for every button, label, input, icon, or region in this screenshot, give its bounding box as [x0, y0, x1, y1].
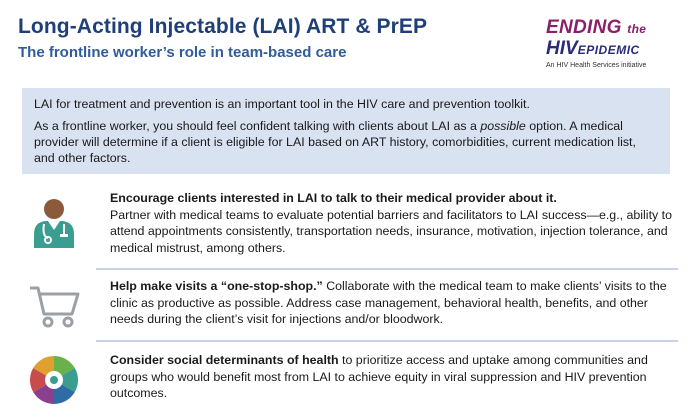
page-title: Long-Acting Injectable (LAI) ART & PrEP: [18, 15, 428, 38]
logo-word-ending: ENDING: [546, 17, 622, 38]
ending-hiv-epidemic-logo: [546, 18, 682, 74]
item-body: Partner with medical teams to evaluate potential barriers and facilitators to LAI success—e.g., ability to attend appointments consistently, transportation needs, insurance, motivation, injection tolerance, and medical mistrust, among others.: [110, 207, 672, 255]
community-wheel-icon: [26, 352, 82, 408]
logo-word-epidemic: EPIDEMIC: [577, 43, 640, 57]
intro-p2-before: As a frontline worker, you should feel confident talking with clients about LAI as a: [34, 119, 481, 133]
item-text: [110, 278, 680, 328]
logo-word-hiv: HIV: [546, 38, 578, 59]
shopping-cart-icon: [26, 278, 82, 334]
intro-paragraph-1: LAI for treatment and prevention is an important tool in the HIV care and prevention toolkit.: [34, 97, 530, 111]
logo-tagline: An HIV Health Services initiative: [546, 62, 647, 69]
item-body: Collaborate with the medical team to make clients’ visits to the clinic as productive as possible. Address case management, behavioral health, benefits, and other needs during the client’s visit for injections and/or bloodwork.: [110, 279, 667, 326]
divider: [96, 340, 678, 342]
intro-p2-emphasis: possible: [480, 119, 526, 133]
logo-line1: [546, 18, 682, 39]
page-subtitle: The frontline worker’s role in team-based care: [18, 44, 347, 61]
item-heading: Encourage clients interested in LAI to talk to their medical provider about it.: [110, 191, 557, 205]
header: [18, 14, 518, 74]
logo-line2: [546, 39, 682, 60]
intro-p2-after: option. A medical provider will determine if a client is eligible for LAI based on ART history, comorbidities, current medication list, and other factors.: [34, 119, 636, 165]
item-heading: Consider social determinants of health: [110, 353, 339, 367]
item-heading: Help make visits a “one-stop-shop.”: [110, 279, 323, 293]
divider: [96, 268, 678, 270]
item-text: [110, 352, 680, 402]
medical-provider-icon: [26, 194, 82, 250]
intro-paragraph-2: [34, 118, 658, 166]
item-text: [110, 190, 680, 256]
item-body: to prioritize access and uptake among communities and groups who would benefit most from LAI to achieve equity in viral suppression and HIV prevention outcomes.: [110, 353, 648, 400]
intro-box: [22, 88, 670, 174]
logo-word-the: the: [627, 22, 647, 36]
